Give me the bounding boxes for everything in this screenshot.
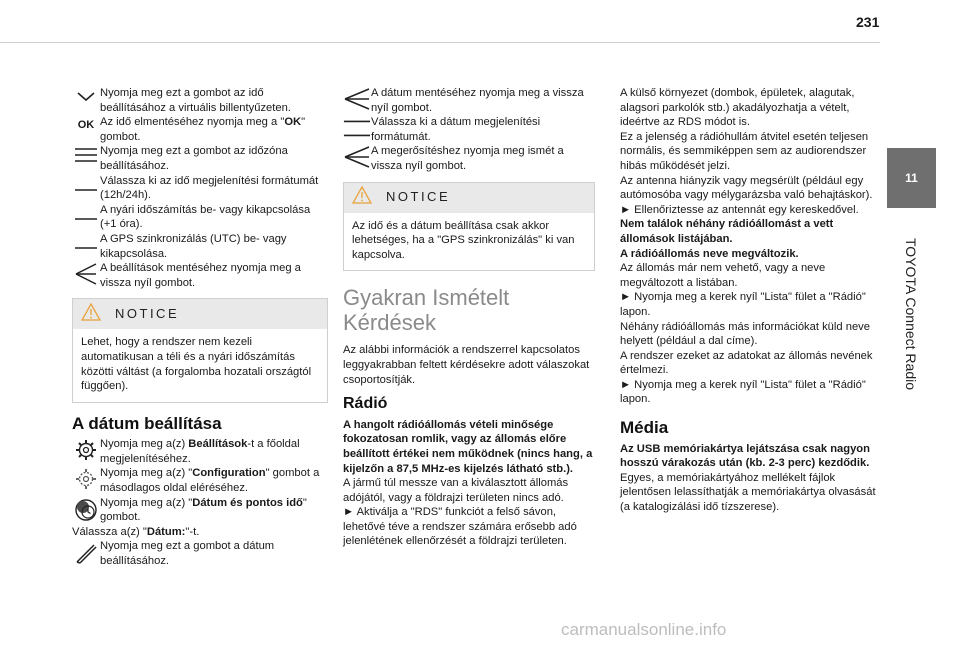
faq-intro: Az alábbi információk a rendszerrel kapcsolatos leggyakrabban feltett kérdésekre adott válaszokat csoportosítják.	[343, 344, 590, 386]
line-icon	[72, 232, 100, 252]
back-arrow-icon	[72, 261, 100, 285]
section-heading: Rádió	[343, 395, 388, 413]
faq-answer: Egyes, a memóriakártyához mellékelt fájlok jelentősen lelassíthatják a memóriakártya olvasását (a katalogizálási idő tízszerese).	[620, 471, 876, 514]
instruction-text: A dátum mentéséhez nyomja meg a vissza nyíl gombot.	[371, 87, 584, 114]
paragraph: ► Ellenőriztesse az antennát egy kereskedővel.	[620, 203, 859, 216]
instruction-text: Nyomja meg a(z) "Configuration" gombot a másodlagos oldal eléréséhez.	[100, 467, 320, 495]
paragraph: Az antenna hiányzik vagy megsérült (például egy autómosóba vagy mélygarázsba való behajtáskor).	[620, 174, 873, 202]
faq-heading: Gyakran Ismételt Kérdések	[343, 285, 510, 336]
pencil-icon	[72, 539, 100, 565]
section-heading: A dátum beállítása	[72, 413, 222, 433]
instruction-text: A megerősítéshez nyomja meg ismét a vissza nyíl gombot.	[371, 145, 564, 172]
header-divider	[0, 42, 880, 43]
clock-icon	[72, 496, 100, 522]
instruction-row	[343, 144, 595, 173]
chapter-title: TOYOTA Connect Radio	[903, 238, 919, 390]
paragraph: ► Nyomja meg a kerek nyíl "Lista" fület a "Rádió" lapon.	[620, 291, 866, 318]
notice-text: Lehet, hogy a rendszer nem kezeli automatikusan a téli és a nyári időszámítás közötti váltást (a forgalomba hozatali országtól függően).	[81, 336, 312, 393]
instruction-text: A beállítások mentéséhez nyomja meg a vissza nyíl gombot.	[100, 262, 301, 289]
instruction-row	[72, 144, 328, 173]
faq-question: A rádióállomás neve megváltozik.	[620, 247, 799, 260]
page-number: 231	[856, 14, 880, 30]
instruction-row	[72, 437, 328, 466]
chapter-title-box	[896, 214, 926, 414]
instruction-text: Válassza ki a dátum megjelenítési formátumát.	[371, 116, 541, 143]
ok-label: OK	[77, 119, 95, 132]
warning-icon	[352, 186, 372, 209]
rectangle-icon	[343, 115, 371, 139]
notice-text: Az idő és a dátum beállítása csak akkor lehetséges, ha a "GPS szinkronizálás" ki van kapcsolva.	[352, 219, 575, 261]
instruction-row	[72, 86, 328, 115]
instruction-row	[72, 115, 328, 144]
instruction-text: Nyomja meg ezt a gombot a dátum beállításához.	[100, 540, 275, 568]
instruction-row	[72, 496, 328, 525]
instruction-text: Az idő elmentéséhez nyomja meg a "OK" gombot.	[100, 116, 306, 143]
instruction-text: Nyomja meg ezt a gombot az időzóna beállításához.	[100, 145, 288, 172]
menu-icon	[72, 144, 100, 164]
line-icon	[72, 174, 100, 194]
section-heading: Média	[620, 418, 669, 438]
instruction-row	[343, 86, 595, 115]
instruction-text: Válassza ki az idő megjelenítési formátumát (12h/24h).	[100, 174, 319, 202]
notice-box	[72, 298, 328, 402]
faq-question: Nem találok néhány rádióállomást a vett állomások listájában.	[620, 218, 834, 245]
paragraph: Az állomás már nem vehető, vagy a neve megváltozott a listában.	[620, 262, 826, 289]
chapter-tab: 11	[887, 148, 936, 208]
gear-icon	[72, 437, 100, 461]
paragraph: Ez a jelenség a rádióhullám átvitel esetén teljesen normális, és semmiképpen sem az audiorendszer hibás működését jelzi.	[620, 130, 869, 172]
instruction-row	[72, 232, 328, 261]
faq-action: ► Aktiválja a "RDS" funkciót a felső sávon, lehetővé téve a rendszer számára erősebb adó jelenlétének ellenőrzését a földrajzi területen.	[343, 506, 577, 548]
notice-title: NOTICE	[115, 306, 180, 322]
paragraph: ► Nyomja meg a kerek nyíl "Lista" fület a "Rádió" lapon.	[620, 378, 866, 406]
watermark: carmanualsonline.info	[561, 620, 727, 639]
column-2	[343, 86, 595, 549]
instruction-text: A GPS szinkronizálás (UTC) be- vagy kikapcsolása.	[100, 232, 287, 260]
instruction-text: Nyomja meg a(z) Beállítások-t a főoldal megjelenítéséhez.	[100, 438, 300, 465]
column-3	[620, 86, 876, 515]
instruction-row	[343, 115, 595, 144]
back-arrow-icon	[343, 144, 371, 168]
gear-icon	[72, 466, 100, 490]
back-arrow-icon	[343, 86, 371, 110]
instruction-row	[72, 203, 328, 232]
paragraph: A külső környezet (dombok, épületek, alagutak, alagsori parkolók stb.) akadályozhatja a vételt, ideértve az RDS módot is.	[620, 87, 855, 129]
instruction-text: Válassza a(z) "Dátum:"-t.	[72, 525, 200, 538]
instruction-text: A nyári időszámítás be- vagy kikapcsolása (+1 óra).	[100, 203, 311, 231]
faq-question: A hangolt rádióállomás vételi minősége fokozatosan romlik, vagy az állomás előre beállított értékei nem működnek (nincs hang, a kijelzőn a 87,5 MHz-es kijelzés látható stb.).	[343, 418, 593, 475]
instruction-row	[72, 539, 328, 568]
instruction-row	[72, 466, 328, 495]
instruction-row	[72, 261, 328, 290]
notice-box	[343, 182, 595, 272]
faq-question: Az USB memóriakártya lejátszása csak nagyon hosszú várakozás után (kb. 2-3 perc) kezdődik.	[620, 442, 870, 470]
instruction-row	[72, 174, 328, 203]
paragraph: A rendszer ezeket az adatokat az állomás nevének értelmezi.	[620, 349, 873, 377]
instruction-text: Nyomja meg a(z) "Dátum és pontos idő" gombot.	[100, 496, 307, 524]
chevron-down-icon	[72, 86, 100, 104]
notice-header	[73, 299, 327, 329]
instruction-text: Nyomja meg ezt a gombot az idő beállításához a virtuális billentyűzeten.	[100, 87, 291, 114]
faq-answer: A jármű túl messze van a kiválasztott állomás adójától, vagy a földrajzi területen nincs adó.	[343, 477, 569, 504]
notice-header	[344, 183, 594, 213]
column-1	[72, 86, 328, 569]
line-icon	[72, 203, 100, 223]
warning-icon	[81, 303, 101, 326]
paragraph: Néhány rádióállomás más információkat küld neve helyett (például a dal címe).	[620, 320, 870, 348]
notice-title: NOTICE	[386, 189, 451, 205]
